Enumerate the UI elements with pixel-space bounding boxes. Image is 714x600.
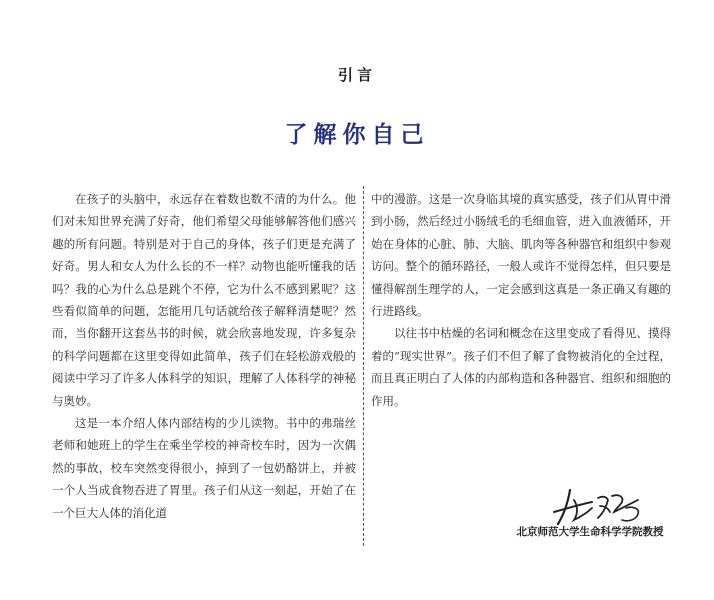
right-text-column bbox=[371, 188, 671, 412]
section-eyebrow: 引言 bbox=[337, 66, 376, 84]
page-title: 了解你自己 bbox=[284, 122, 430, 148]
left-text-column bbox=[52, 188, 356, 524]
paragraph: 在孩子的头脑中，永远存在着数也数不清的为什么。他们对未知世界充满了好奇，他们希望父母能够解答他们感兴趣的所有问题。特别是对于自己的身体，孩子们更是充满了好奇。男人和女人为什么长的不一样？动物也能听懂我的话吗？我的心为什么总是跳个不停，它为什么不感到累呢？这些看似简单的问题，怎能用几句话就给孩子解释清楚呢？然而，当你翻开这套丛书的时候，就会欣喜地发现，许多复杂的科学问题都在这里变得如此简单，孩子们在轻松游戏般的阅读中学习了许多人体科学的知识，理解了人体科学的神秘与奥妙。 bbox=[52, 192, 356, 408]
author-affiliation: 北京师范大学生命科学学院教授 bbox=[516, 526, 664, 538]
handwritten-signature bbox=[548, 478, 658, 526]
paragraph: 以往书中枯燥的名词和概念在这里变成了看得见、摸得着的“现实世界”。孩子们不但了解了食物被消化的全过程，而且真正明白了人体的内部构造和各种器官、组织和细胞的作用。 bbox=[371, 326, 671, 408]
paragraph-continued: 中的漫游。这是一次身临其境的真实感受，孩子们从胃中滑到小肠，然后经过小肠绒毛的毛细血管，进入血液循环，开始在身体的心脏、肺、大脑、肌肉等各种器官和组织中参观访问。整个的循环路径，一般人或许不觉得怎样，但只要是懂得解剖生理学的人，一定会感到这真是一条正确又有趣的行进路线。 bbox=[371, 192, 671, 319]
paragraph: 这是一本介绍人体内部结构的少儿读物。书中的弗瑞丝老师和她班上的学生在乘坐学校的神奇校车时，因为一次偶然的事故，校车突然变得很小，掉到了一包奶酪饼上，并被一个人当成食物吞进了胃里。孩子们从这一刻起，开始了在一个巨大人体的消化道 bbox=[52, 416, 356, 520]
column-divider bbox=[363, 186, 364, 546]
